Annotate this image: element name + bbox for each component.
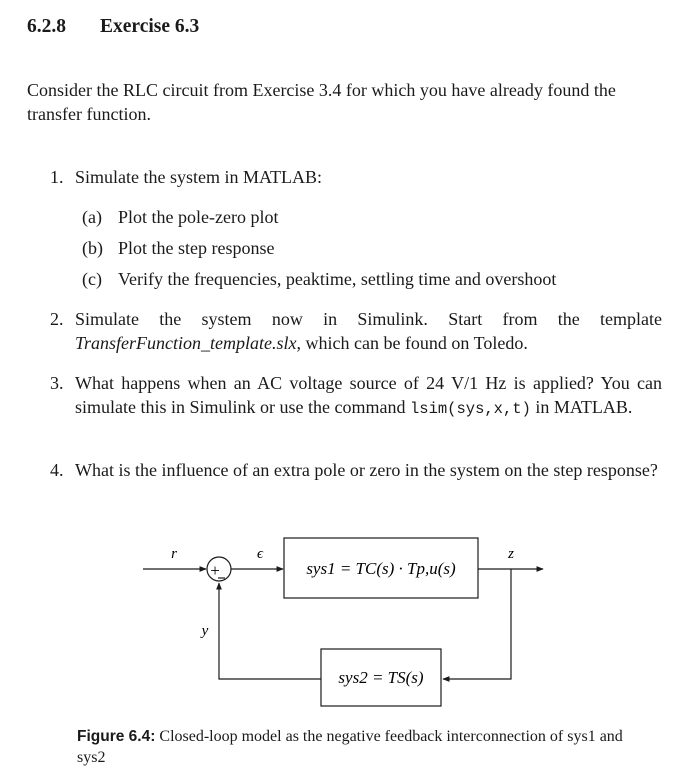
subitem-label: (c) bbox=[82, 269, 102, 289]
item-number: 4. bbox=[50, 460, 64, 480]
caption-text: Closed-loop model as the negative feedback interconnection of sys1 and sys2 bbox=[77, 728, 623, 766]
sys2-label: sys2 = TS(s) bbox=[338, 668, 424, 687]
template-filename: TransferFunction_template.slx bbox=[75, 333, 297, 353]
item-text: What is the influence of an extra pole or zero in the system on the step response? bbox=[75, 460, 658, 480]
sum-plus-sign: + bbox=[210, 561, 220, 580]
figure-label: Figure 6.4: bbox=[77, 728, 156, 745]
intro-paragraph: Consider the RLC circuit from Exercise 3.4 for which you have already found the transfer function. bbox=[27, 80, 616, 124]
subitem-label: (a) bbox=[82, 207, 102, 227]
item-text-before: What happens when an AC voltage source of 24 V/1 Hz is applied? You can simulate this in Simulink or use the command bbox=[75, 373, 662, 417]
sys1-label: sys1 = TC(s) · Tp,u(s) bbox=[306, 559, 456, 578]
subitem-text: Plot the step response bbox=[118, 238, 275, 258]
section-title: Exercise 6.3 bbox=[100, 16, 200, 37]
item-text-after: in MATLAB. bbox=[530, 397, 633, 417]
item-number: 2. bbox=[50, 309, 64, 329]
figure-caption bbox=[77, 726, 637, 768]
lsim-command: lsim(sys,x,t) bbox=[409, 400, 531, 418]
subitem-text: Plot the pole-zero plot bbox=[118, 207, 279, 227]
item-text-after: , which can be found on Toledo. bbox=[296, 333, 528, 353]
signal-z-label: z bbox=[508, 546, 514, 562]
signal-y-label: y bbox=[201, 623, 209, 639]
item-number: 3. bbox=[50, 373, 64, 393]
subitem-label: (b) bbox=[82, 238, 103, 258]
signal-r-label: r bbox=[171, 546, 177, 562]
item-text-before: Simulate the system now in Simulink. Start from the template bbox=[75, 309, 662, 329]
signal-e-label: ϵ bbox=[256, 546, 264, 562]
section-number: 6.2.8 bbox=[27, 16, 66, 37]
feedback-forward-line bbox=[443, 569, 511, 679]
item-number: 1. bbox=[50, 167, 64, 187]
item-text: Simulate the system in MATLAB: bbox=[75, 167, 322, 187]
subitem-text: Verify the frequencies, peaktime, settling time and overshoot bbox=[118, 269, 557, 289]
